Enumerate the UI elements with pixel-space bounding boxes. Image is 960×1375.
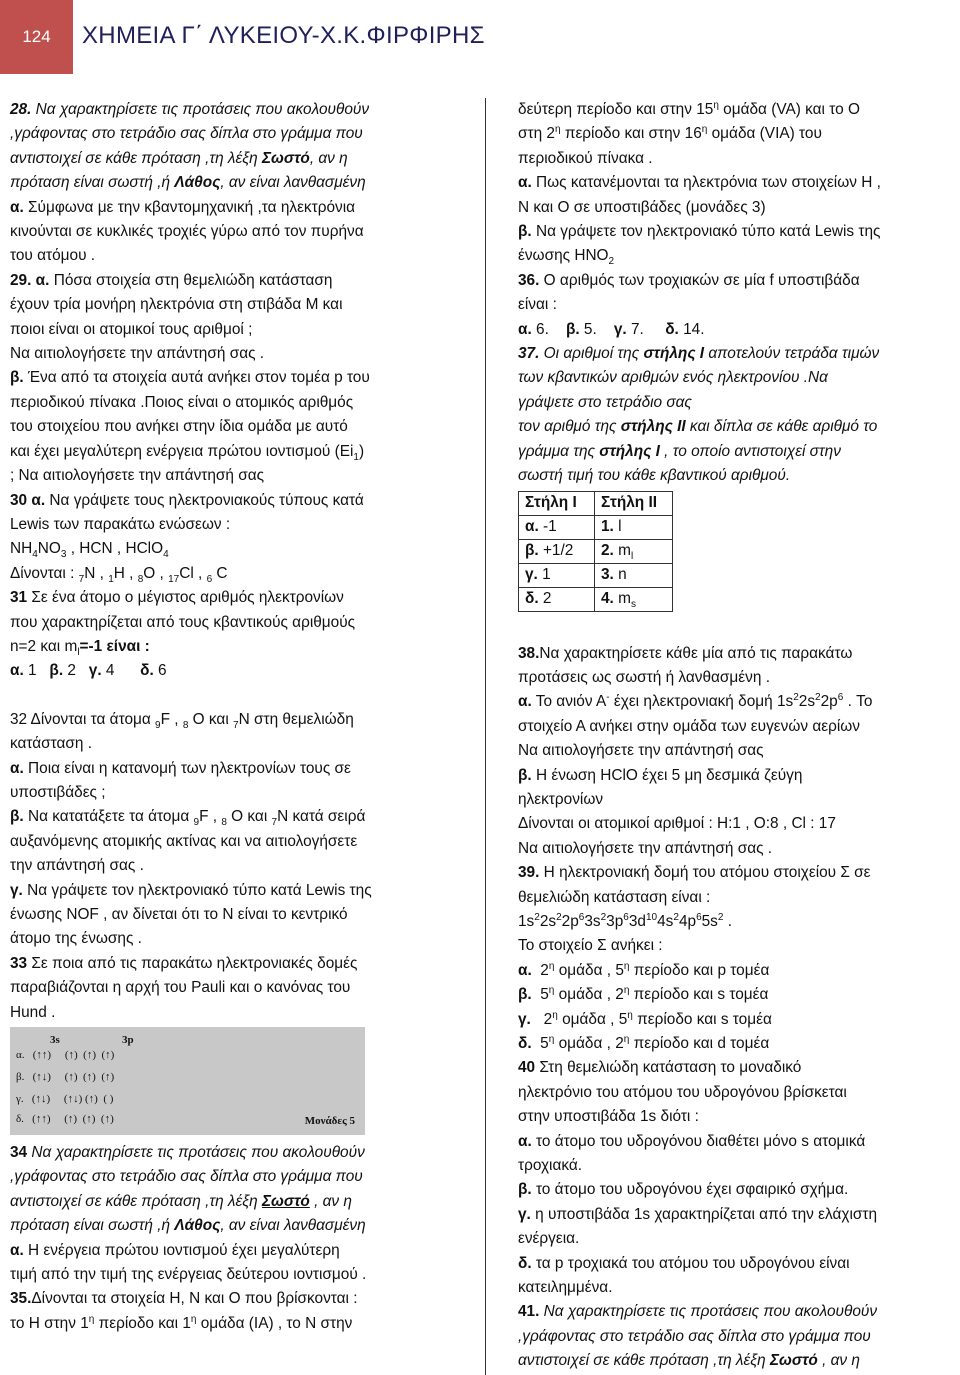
q40-line: στην υποστιβάδα 1s διότι : [518,1108,699,1126]
q39-line: 39. Η ηλεκτρονιακή δομή του ατόμου στοιχείου Σ σε [518,864,871,882]
table-row: γ. 1 3. n [519,563,673,587]
q36-line: είναι : [518,296,557,314]
q38-b: β. Η ένωση HClO έχει 5 μη δεσμικά ζεύγη [518,766,803,784]
table-header-col2: Στήλη ΙΙ [595,491,673,515]
q37-line: των κβαντικών αριθμών ενός ηλεκτρονίου .Να [518,369,828,387]
q35-a: α. Πως κατανέμονται τα ηλεκτρόνια των στοιχείων H , [518,174,881,192]
q39-option: γ. $2^\eta$ ομάδα , $5^\eta$ περίοδο και s τομέα [518,1009,772,1028]
q30-given: Δίνονται : $_7$N , $_1$H , $_8$O , $_{17}$Cl , $_6$ C [10,564,228,585]
q38-b: ηλεκτρονίων [518,790,604,808]
page-number: 124 [0,0,73,74]
q32-a: α. Ποια είναι η κατανομή των ηλεκτρονίων τους σε [10,759,351,777]
table-row: δ. 2 4. $m_s$ [519,587,673,611]
q35-line: το H στην $1^\eta$ περίοδο και $1^\eta$ ομάδα (IA) , το N στην [10,1313,353,1332]
q31-line: 31 Σε ένα άτομο ο μέγιστος αριθμός ηλεκτρονίων [10,589,344,607]
q39-line: Το στοιχείο Σ ανήκει : [518,937,663,955]
q38-b: Να αιτιολογήσετε την απάντησή σας . [518,839,773,857]
q39-option: β. $5^\eta$ ομάδα , $2^\eta$ περίοδο και s τομέα [518,985,769,1004]
q34-a: α. Η ενέργεια πρώτου ιοντισμού έχει μεγαλύτερη [10,1241,340,1259]
q32-line: κατάσταση . [10,735,93,753]
q40-a: α. το άτομο του υδρογόνου διαθέτει μόνο s ατομικά [518,1132,866,1150]
q28-a: του ατόμου . [10,247,96,265]
page-header [0,0,960,78]
q40-c: ενέργεια. [518,1230,580,1248]
orbital-row: γ. (↑↓) (↑↓) (↑) ( ) [16,1093,114,1106]
q29-line: έχουν τρία μονήρη ηλεκτρόνια στη στιβάδα Μ και [10,296,343,314]
q32-b: αυξανόμενης ατομικής ακτίνας και να αιτιολογήσετε [10,832,358,850]
q32-c: γ. Να γράψετε τον ηλεκτρονιακό τύπο κατά Lewis της [10,881,372,899]
running-title: ΧΗΜΕΙΑ Γ΄ ΛΥΚΕΙΟΥ-Χ.Κ.ΦΙΡΦΙΡΗΣ [82,22,485,49]
table-header-row [519,491,673,515]
q39-config: $1s^22s^22p^63s^23p^63d^{10}4s^24p^65s^2$ . [518,911,733,930]
q36-options: α. 6. β. 5. γ. 7. δ. 14. [518,320,705,338]
table-row: α. -1 1. l [519,515,673,539]
q35-a: N και O σε υποστιβάδες (μονάδες 3) [518,198,766,216]
orbital-diagram-image [10,1027,365,1135]
q37-line: τον αριθμό της στήλης ΙΙ και δίπλα σε κάθε αριθμό το [518,418,878,436]
q40-line: 40 Στη θεμελιώδη κατάσταση το μοναδικό [518,1059,802,1077]
q34-line: ,γράφοντας στο τετράδιο σας δίπλα στο γράμμα που [10,1168,363,1186]
q39-line: θεμελιώδη κατάσταση είναι : [518,888,711,906]
q41-line: αντιστοιχεί σε κάθε πρόταση ,τη λέξη Σωστό , αν η [518,1352,860,1370]
subshell-3s-label: 3s [50,1034,60,1047]
q30-line: 30 α. Να γράψετε τους ηλεκτρονιακούς τύπους κατά [10,491,364,509]
q33-line: παραβιάζονται η αρχή του Pauli και ο κανόνας του [10,979,351,997]
q30-line: Lewis των παρακάτω ενώσεων : [10,515,231,533]
orbital-row: δ. (↑↑) (↑) (↑) (↑) [16,1113,114,1126]
q32-a: υποστιβάδες ; [10,783,106,801]
q32-b: β. Να κατατάξετε τα άτομα $_9$F , $_8$ O και $_7$N κατά σειρά [10,808,366,829]
q31-line: n=2 και $m_l=-1$ είναι : [10,637,150,659]
q29-b: περιοδικού πίνακα .Ποιος είναι ο ατομικός αριθμός [10,393,354,411]
q29-b: και έχει μεγαλύτερη ενέργεια πρώτου ιοντισμού $(Ei_1)$ [10,442,365,463]
q35-b: ένωσης $HNO_2$ [518,247,615,268]
q28-a: κινούνται σε κυκλικές τροχιές γύρω από τον πυρήνα [10,223,364,241]
q29-b: β. Ένα από τα στοιχεία αυτά ανήκει στον τομέα p του [10,369,370,387]
orbital-row: α. (↑↑) (↑) (↑) (↑) [16,1049,115,1062]
q30-formulas: $NH_4NO_3$ , HCN , HClO$_4$ [10,540,169,561]
q38-a: α. Το ανιόν Α- έχει ηλεκτρονιακή δομή $1s^22s^22p^6$ . Το [518,692,873,711]
q38-b: Δίνονται οι ατομικοί αριθμοί : Η:1 , Ο:8 , Cl : 17 [518,815,836,833]
orbital-row: β. (↑↓) (↑) (↑) (↑) [16,1071,115,1084]
q38-a: Να αιτιολογήσετε την απάντησή σας [518,742,764,760]
q31-options: α. 1 β. 2 γ. 4 δ. 6 [10,662,167,680]
q39-option: α. $2^\eta$ ομάδα , $5^\eta$ περίοδο και p τομέα [518,960,770,979]
subshell-3p-label: 3p [122,1034,134,1047]
q38-a: στοιχείο Α ανήκει στην ομάδα των ευγενών αερίων [518,717,860,735]
q40-a: τροχιακά. [518,1157,583,1175]
q40-line: ηλεκτρόνιο του ατόμου του υδρογόνου βρίσκεται [518,1083,847,1101]
q31-line: που χαρακτηρίζεται από τους κβαντικούς αριθμούς [10,613,356,631]
q28-line: αντιστοιχεί σε κάθε πρόταση ,τη λέξη Σωστό, αν η [10,149,348,167]
q29-line: 29. α. Πόσα στοιχεία στη θεμελιώδη κατάσταση [10,271,333,289]
q40-c: γ. η υποστιβάδα 1s χαρακτηρίζεται από την ελάχιστη [518,1205,877,1223]
q32-c: ένωσης NOF , αν δίνεται ότι το N είναι το κεντρικό [10,906,348,923]
left-column [10,98,462,1336]
q41-line: 41. Να χαρακτηρίσετε τις προτάσεις που ακολουθούν [518,1303,878,1321]
marks-label: Μονάδες 5 [304,1114,355,1127]
q37-line: 37. Οι αριθμοί της στήλης Ι αποτελούν τετράδα τιμών [518,345,880,363]
q35-b: β. Να γράψετε τον ηλεκτρονιακό τύπο κατά Lewis της [518,223,881,241]
q37-line: γράψετε στο τετράδιο σας [518,393,692,411]
q34-a: τιμή από την τιμή της ενέργειας δεύτερου ιοντισμού . [10,1266,367,1284]
q28-a: α. Σύμφωνα με την κβαντομηχανική ,τα ηλεκτρόνια [10,198,356,216]
q29-line: Να αιτιολογήσετε την απάντησή σας . [10,345,265,363]
q32-line: 32 Δίνονται τα άτομα $_9$F , $_8$ O και $_7$N στη θεμελιώδη [10,710,354,731]
q40-d: δ. τα p τροχιακά του ατόμου του υδρογόνου είναι [518,1254,850,1272]
q34-line: 34 Να χαρακτηρίσετε τις προτάσεις που ακολουθούν [10,1144,365,1162]
q35-line: περιοδικού πίνακα . [518,149,653,167]
q38-line: 38.Να χαρακτηρίσετε κάθε μία από τις παρακάτω [518,644,853,662]
q29-line: ποιοι είναι οι ατομικοί τους αριθμοί ; [10,320,253,338]
q35-line: 35.Δίνονται τα στοιχεία H, N και O που βρίσκονται : [10,1290,358,1308]
q40-b: β. το άτομο του υδρογόνου έχει σφαιρικό σχήμα. [518,1181,849,1199]
q32-b: την απάντησή σας . [10,857,144,875]
column-divider [485,98,486,1375]
q29-b: του στοιχείου που ανήκει στην ίδια ομάδα με αυτό [10,418,348,436]
q34-line: αντιστοιχεί σε κάθε πρόταση ,τη λέξη Σωστό , αν η [10,1192,352,1210]
q28-line: 28. Να χαρακτηρίσετε τις προτάσεις που ακολουθούν [10,101,370,118]
q35-line: δεύτερη περίοδο και στην $15^\eta$ ομάδα (VA) και το O [518,99,860,118]
q29-b: ; Να αιτιολογήσετε την απάντησή σας [10,467,265,485]
table-header-col1: Στήλη Ι [519,491,595,515]
q36-line: 36. Ο αριθμός των τροχιακών σε μία f υποστιβάδα [518,271,860,289]
q32-c: άτομο της ένωσης . [10,930,142,948]
q39-option: δ. $5^\eta$ ομάδα , $2^\eta$ περίοδο και d τομέα [518,1033,770,1052]
q34-line: πρόταση είναι σωστή ,ή Λάθος, αν είναι λανθασμένη [10,1217,366,1235]
table-row: β. +1/2 2. $m_l$ [519,539,673,563]
matching-table [518,491,673,612]
q37-line: σωστή τιμή του κάθε κβαντικού αριθμού. [518,467,791,485]
q35-line: στη $2^\eta$ περίοδο και στην $16^\eta$ ομάδα (VIA) του [518,124,822,143]
q38-line: προτάσεις ως σωστή ή λανθασμένη . [518,668,770,686]
q33-line: Hund . [10,1003,56,1021]
q41-line: ,γράφοντας στο τετράδιο σας δίπλα στο γράμμα που [518,1327,871,1345]
q28-line: ,γράφοντας στο τετράδιο σας δίπλα στο γράμμα που [10,125,363,143]
q33-line: 33 Σε ποια από τις παρακάτω ηλεκτρονιακές δομές [10,954,358,972]
q28-line: πρόταση είναι σωστή ,ή Λάθος, αν είναι λανθασμένη [10,174,366,192]
q40-d: κατειλημμένα. [518,1279,613,1297]
q37-line: γράμμα της στήλης Ι , το οποίο αντιστοιχεί στην [518,442,841,460]
right-column [518,98,960,1374]
